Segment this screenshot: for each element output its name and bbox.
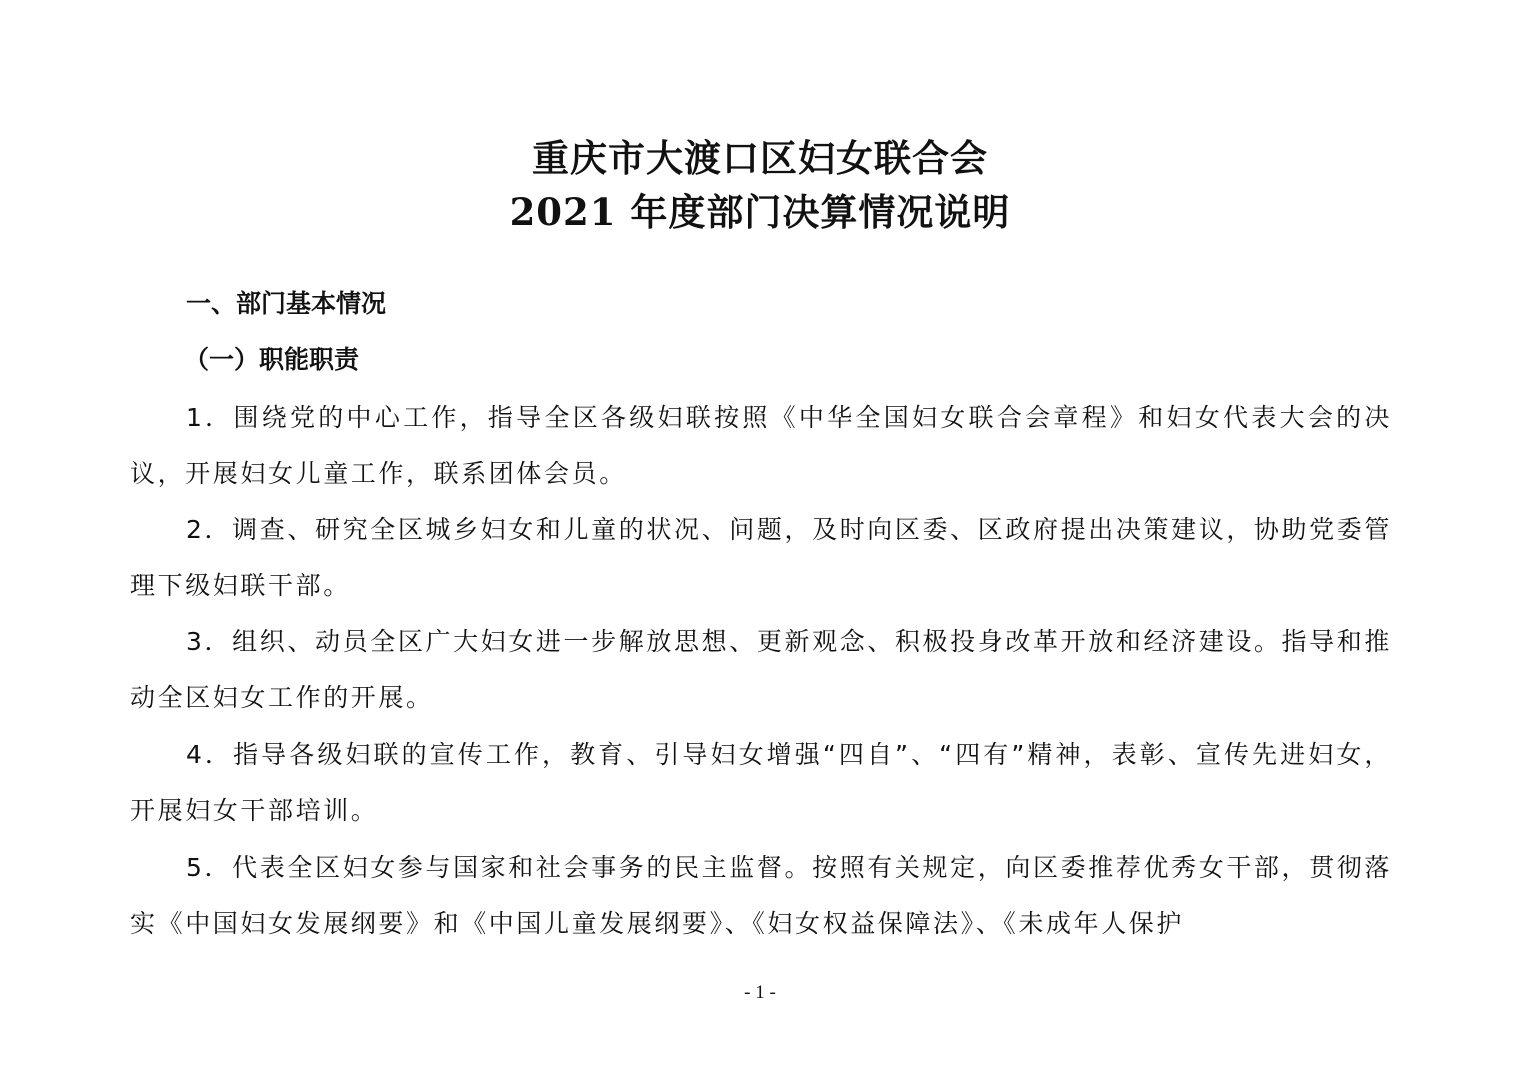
paragraph-text: 1．围绕党的中心工作，指导全区各级妇联按照《中华全国妇女联合会章程》和妇女代表大会的决议，开展妇女儿童工作，联系团体会员。 [130,403,1392,488]
document-title-line-1: 重庆市大渡口区妇女联合会 [532,136,988,180]
paragraph-5 [130,840,1392,952]
paragraph-1 [130,390,1392,502]
paragraph-3 [130,614,1392,726]
page-number: - 1 - [744,982,776,1003]
section-subheading: （一）职能职责 [184,345,360,374]
paragraph-text: 5．代表全区妇女参与国家和社会事务的民主监督。按照有关规定，向区委推荐优秀女干部，贯彻落实《中国妇女发展纲要》和《中国儿童发展纲要》、《妇女权益保障法》、《未成年人保护 [130,853,1392,938]
paragraph-text: 4．指导各级妇联的宣传工作，教育、引导妇女增强“四自”、“四有”精神，表彰、宣传先进妇女，开展妇女干部培训。 [130,740,1392,825]
paragraph-4 [130,727,1392,839]
paragraph-text: 2．调查、研究全区城乡妇女和儿童的状况、问题，及时向区委、区政府提出决策建议，协助党委管理下级妇联干部。 [130,515,1392,600]
section-heading: 一、部门基本情况 [186,289,387,318]
document-title-line-2: 2021 年度部门决算情况说明 [509,190,1011,234]
paragraph-text: 3．组织、动员全区广大妇女进一步解放思想、更新观念、积极投身改革开放和经济建设。指导和推动全区妇女工作的开展。 [130,627,1392,712]
paragraph-2 [130,502,1392,614]
